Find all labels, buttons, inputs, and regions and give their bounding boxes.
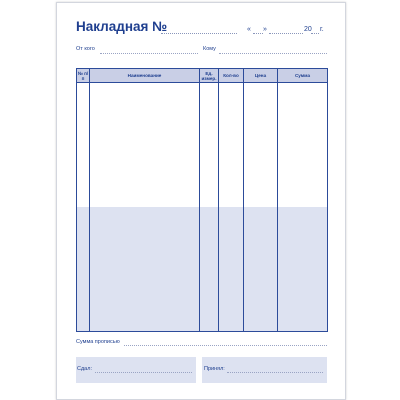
cell-qty[interactable]	[219, 83, 244, 208]
year-suffix: г.	[320, 26, 324, 33]
cell-unit[interactable]	[200, 83, 219, 208]
date-quote-open: «	[247, 26, 251, 33]
cell-number[interactable]	[77, 83, 90, 208]
sum-in-words-field[interactable]	[124, 345, 327, 346]
handed-box	[76, 357, 196, 383]
invoice-title: Накладная №	[76, 19, 168, 34]
col-header-qty: Кол-во	[219, 69, 244, 83]
table-row	[77, 83, 328, 208]
date-year-field[interactable]	[311, 33, 319, 34]
invoice-sheet	[56, 2, 346, 400]
cell-number[interactable]	[77, 207, 90, 332]
from-field[interactable]	[100, 53, 198, 54]
col-header-price: Цена	[244, 69, 278, 83]
received-label: Принял:	[204, 366, 225, 372]
cell-name[interactable]	[90, 207, 200, 332]
date-quote-close: »	[263, 26, 267, 33]
invoice-number-field[interactable]	[161, 33, 237, 34]
cell-price[interactable]	[244, 207, 278, 332]
col-header-name: Наименование	[90, 69, 200, 83]
cell-sum[interactable]	[278, 207, 328, 332]
table-row	[77, 207, 328, 332]
to-field[interactable]	[219, 53, 327, 54]
from-label: От кого	[76, 46, 95, 52]
cell-name[interactable]	[90, 83, 200, 208]
table-body	[77, 83, 328, 332]
table-header-row	[77, 69, 328, 83]
cell-unit[interactable]	[200, 207, 219, 332]
col-header-number: № п/п	[77, 70, 89, 81]
received-signature-field[interactable]	[227, 372, 323, 373]
date-month-field[interactable]	[269, 33, 303, 34]
col-header-unit: Ед. измер.	[201, 70, 217, 81]
sum-in-words-label: Сумма прописью	[76, 339, 120, 345]
cell-sum[interactable]	[278, 83, 328, 208]
handed-label: Сдал:	[77, 366, 92, 372]
items-table	[76, 68, 328, 332]
to-label: Кому	[203, 46, 216, 52]
handed-signature-field[interactable]	[95, 372, 192, 373]
col-header-sum: Сумма	[278, 69, 328, 83]
year-prefix: 20	[304, 26, 312, 33]
cell-qty[interactable]	[219, 207, 244, 332]
cell-price[interactable]	[244, 83, 278, 208]
date-day-field[interactable]	[253, 33, 263, 34]
